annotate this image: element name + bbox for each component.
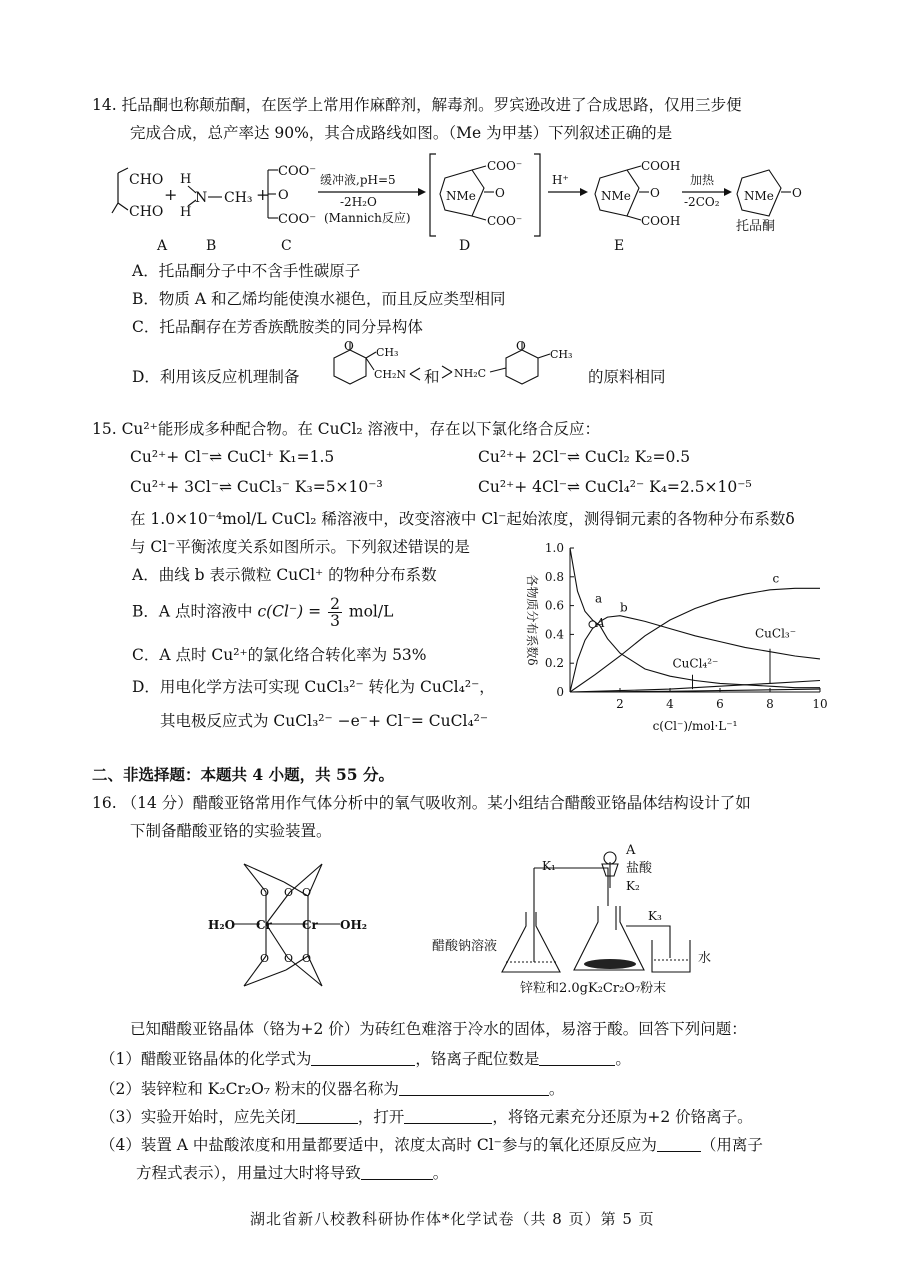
series-label-a: a <box>595 591 603 606</box>
a-cho-bottom: CHO <box>129 204 164 220</box>
q15-option-d-line1: D．用电化学方法可实现 CuCl₃²⁻ 转化为 CuCl₄²⁻， <box>132 678 495 696</box>
cr-right: Cr <box>302 918 318 932</box>
b-h-bottom: H <box>180 205 192 220</box>
q14-option-d-suffix: 的原料相同 <box>588 368 666 386</box>
c-coo-bottom: COO⁻ <box>278 212 317 227</box>
label-naac: 醋酸钠溶液 <box>432 939 498 954</box>
svg-text:COOH: COOH <box>641 159 681 173</box>
label-e: E <box>614 238 625 254</box>
series-line-d <box>570 681 820 693</box>
zinc-powder <box>584 959 636 969</box>
q15-eq1: Cu²⁺+ Cl⁻⇌ CuCl⁺ K₁=1.5 <box>130 448 335 466</box>
label-k2: K₂ <box>626 879 640 893</box>
q16-part3: （3）实验开始时，应先关闭 ，打开 ，将铬元素充分还原为+2 价铬离子。 <box>100 1108 753 1126</box>
fraction-numerator: 2 <box>330 595 340 613</box>
q15-distribution-chart <box>508 536 838 746</box>
svg-text:O: O <box>260 886 270 899</box>
svg-text:O: O <box>284 952 294 965</box>
svg-text:O: O <box>302 886 312 899</box>
answer-blank-2-instrument[interactable] <box>399 1081 549 1096</box>
section-2-heading: 二、非选择题：本题共 4 小题，共 55 分。 <box>92 765 394 784</box>
compound-tropinone <box>736 170 802 234</box>
arrow-mannich <box>318 172 426 225</box>
label-k3: K₃ <box>648 909 662 923</box>
q16-known: 已知醋酸亚铬晶体（铬为+2 价）为砖红色难溶于冷水的固体，易溶于酸。回答下列问题： <box>130 1020 747 1038</box>
answer-blank-4-consequence[interactable] <box>361 1165 433 1180</box>
label-water: 水 <box>698 951 712 966</box>
q14-stem-line2: 完成合成，总产率达 90%，其合成路线如图。（Me 为甲基）下列叙述正确的是 <box>130 124 673 142</box>
compound-e <box>595 159 680 228</box>
y-axis-label: 各物质分布系数δ <box>525 574 539 666</box>
x-axis-label: c(Cl⁻)/mol·L⁻¹ <box>652 719 738 733</box>
q15-line1: 在 1.0×10⁻⁴mol/L CuCl₂ 稀溶液中，改变溶液中 Cl⁻起始浓度，测得铜元素的各物种分布系数δ <box>130 510 795 528</box>
svg-text:-2CO₂: -2CO₂ <box>684 195 720 209</box>
y-tick-label: 0.8 <box>544 569 564 584</box>
svg-text:COOH: COOH <box>641 214 681 228</box>
q14-synthesis-scheme <box>100 148 840 256</box>
c-o: O <box>278 188 289 203</box>
svg-text:CH₃: CH₃ <box>376 346 399 359</box>
q15-eq2: Cu²⁺+ 2Cl⁻⇌ CuCl₂ K₂=0.5 <box>478 448 691 466</box>
svg-text:COO⁻: COO⁻ <box>487 159 523 173</box>
q15-eq4: Cu²⁺+ 4Cl⁻⇌ CuCl₄²⁻ K₄=2.5×10⁻⁵ <box>478 478 752 496</box>
svg-text:加热: 加热 <box>690 173 715 187</box>
svg-text:缓冲液,pH=5: 缓冲液,pH=5 <box>320 173 396 187</box>
answer-blank-3-close[interactable] <box>296 1109 358 1124</box>
q16-part1: （1）醋酸亚铬晶体的化学式为 ，铬离子配位数是 。 <box>100 1050 631 1068</box>
svg-text:NMe: NMe <box>446 189 476 203</box>
c-coo-top: COO⁻ <box>278 164 317 179</box>
label-a: A <box>626 843 636 858</box>
plus-1: + <box>164 185 178 204</box>
svg-text:(Mannich反应): (Mannich反应) <box>324 211 411 225</box>
arrow-heat <box>682 172 732 209</box>
oh2-right: OH₂ <box>340 918 368 932</box>
h2o-left: H₂O <box>208 918 236 932</box>
q14-option-c: C．托品酮存在芳香族酰胺类的同分异构体 <box>132 318 423 336</box>
compound-b <box>180 172 253 220</box>
svg-text:NH₂C: NH₂C <box>454 367 487 380</box>
label-k1: K₁ <box>542 859 556 873</box>
y-tick-label: 0.2 <box>544 656 564 671</box>
q15-option-b-c: c(Cl⁻) = <box>257 602 322 621</box>
label-b: B <box>206 238 217 254</box>
q15-eq3: Cu²⁺+ 3Cl⁻⇌ CuCl₃⁻ K₃=5×10⁻³ <box>130 478 383 496</box>
page-footer: 湖北省新八校教科研协作体*化学试卷（共 8 页）第 5 页 <box>250 1210 655 1228</box>
q15-option-c: C．A 点时 Cu²⁺的氯化络合转化率为 53% <box>132 646 427 664</box>
svg-text:O: O <box>516 340 526 353</box>
left-flask <box>502 912 560 972</box>
x-tick-label: 6 <box>716 697 724 711</box>
q14-stem-line1: 14. 托品酮也称颠茄酮，在医学上常用作麻醉剂，解毒剂。罗宾逊改进了合成思路，仅用三步便 <box>92 96 742 114</box>
q15-line2: 与 Cl⁻平衡浓度关系如图所示。下列叙述错误的是 <box>130 538 470 556</box>
q15-option-b <box>132 596 393 629</box>
experimental-apparatus <box>430 842 730 1010</box>
b-h-top: H <box>180 172 192 187</box>
label-d: D <box>459 238 471 254</box>
y-tick-label: 0 <box>556 685 564 699</box>
plus-2: + <box>256 185 270 204</box>
svg-text:O: O <box>792 186 802 200</box>
svg-text:CH₂N: CH₂N <box>374 368 407 381</box>
label-zinc: 锌粒和2.0gK₂Cr₂O₇粉末 <box>520 981 667 996</box>
answer-blank-3-open[interactable] <box>404 1109 492 1124</box>
y-tick-label: 1.0 <box>544 541 564 555</box>
y-tick-label: 0.4 <box>544 627 564 642</box>
x-tick-label: 10 <box>812 697 828 711</box>
q15-option-b-unit: mol/L <box>348 602 394 621</box>
arrow-acid <box>548 173 588 196</box>
cr-left: Cr <box>256 918 272 932</box>
compound-d <box>430 154 540 236</box>
q14-option-d-prefix: D．利用该反应机理制备 <box>132 368 300 386</box>
q15-option-b-prefix: B．A 点时溶液中 <box>132 602 253 621</box>
label-hcl: 盐酸 <box>626 861 653 876</box>
q14-option-a: A．托品酮分子中不含手性碳原子 <box>132 262 361 280</box>
x-tick-label: 2 <box>616 697 624 711</box>
x-tick-label: 8 <box>766 697 774 711</box>
b-ch3: CH₃ <box>224 190 253 206</box>
svg-text:O: O <box>302 952 312 965</box>
svg-text:COO⁻: COO⁻ <box>487 214 523 228</box>
svg-text:O: O <box>650 186 660 200</box>
q15-stem: 15. Cu²⁺能形成多种配合物。在 CuCl₂ 溶液中，存在以下氯化络合反应： <box>92 420 601 438</box>
q15-option-a: A．曲线 b 表示微粒 CuCl⁺ 的物种分布系数 <box>132 566 437 584</box>
q14-option-d-structure-2 <box>440 340 586 398</box>
y-tick-label: 0.6 <box>544 598 564 613</box>
point-a-label: A <box>596 616 605 631</box>
label-a: A <box>157 238 168 254</box>
series-label-b: b <box>620 600 628 615</box>
water-beaker <box>652 940 690 972</box>
svg-text:CH₃: CH₃ <box>550 348 573 361</box>
q14-option-d-structure-1 <box>316 340 422 398</box>
svg-text:O: O <box>260 952 270 965</box>
answer-blank-4-equation[interactable] <box>657 1137 701 1152</box>
svg-text:NMe: NMe <box>601 189 631 203</box>
svg-text:NMe: NMe <box>744 189 774 203</box>
a-cho-top: CHO <box>129 172 164 188</box>
answer-blank-1-coordination[interactable] <box>539 1051 615 1066</box>
svg-text:H⁺: H⁺ <box>552 173 569 187</box>
q16-part4-line2: 方程式表示），用量过大时将导致 。 <box>136 1164 449 1182</box>
label-c: C <box>281 238 292 254</box>
fraction-denominator: 3 <box>330 612 340 630</box>
b-n: N <box>195 190 208 206</box>
q16-part4-line1: （4）装置 A 中盐酸浓度和用量都要适中，浓度太高时 Cl⁻参与的氧化还原反应为 （用离子 <box>100 1136 763 1154</box>
q15-option-b-fraction <box>328 596 342 629</box>
point-a-marker <box>589 621 596 628</box>
q16-stem-line1: 16. （14 分）醋酸亚铬常用作气体分析中的氧气吸收剂。某小组结合醋酸亚铬晶体结构设计了如 <box>92 794 751 812</box>
compound-a <box>112 168 163 220</box>
q16-stem-line2: 下制备醋酸亚铬的实验装置。 <box>130 822 332 840</box>
svg-text:O: O <box>344 340 354 353</box>
annotation-cucl3: CuCl₃⁻ <box>755 626 797 641</box>
svg-text:O: O <box>495 186 505 200</box>
chromous-acetate-structure <box>204 852 374 1002</box>
svg-text:-2H₂O: -2H₂O <box>340 195 377 209</box>
q15-option-d-line2: 其电极反应式为 CuCl₃²⁻ −e⁻+ Cl⁻= CuCl₄²⁻ <box>160 712 489 730</box>
q16-part2: （2）装锌粒和 K₂Cr₂O₇ 粉末的仪器名称为 。 <box>100 1080 565 1098</box>
q14-option-b: B．物质 A 和乙烯均能使溴水褪色，而且反应类型相同 <box>132 290 506 308</box>
annotation-cucl4: CuCl₄²⁻ <box>672 656 719 671</box>
series-label-c: c <box>772 571 780 586</box>
q14-option-d-and: 和 <box>424 368 440 386</box>
answer-blank-1-formula[interactable] <box>311 1051 415 1066</box>
svg-text:O: O <box>284 886 294 899</box>
x-tick-label: 4 <box>666 697 674 711</box>
tropinone-name: 托品酮 <box>736 219 776 234</box>
compound-c <box>268 164 316 227</box>
